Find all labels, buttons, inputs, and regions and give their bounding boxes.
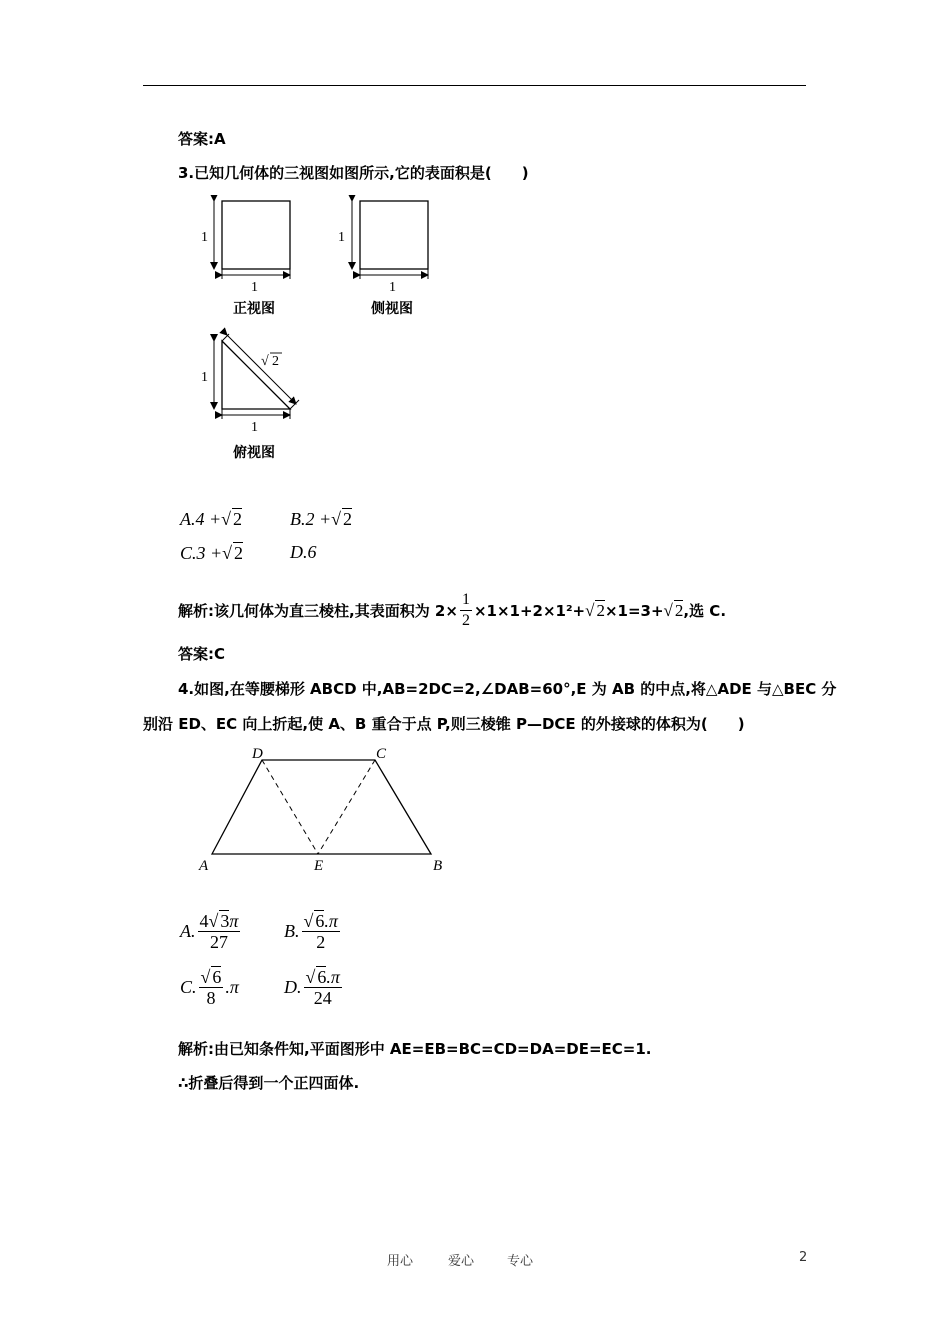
segment-de bbox=[262, 760, 318, 854]
q3-solution: 解析:该几何体为直三棱柱,其表面积为 2× $\frac{1}{2}$ ×1×1+2×1²+ √ 2 ×1=3+ √ 2 ,选 C. bbox=[178, 591, 727, 629]
side-view-caption: 侧视图 bbox=[371, 301, 413, 317]
top-view-width-label: 1 bbox=[251, 420, 258, 435]
q4-option-d: D. $\frac{√ 6.\pi}{24}$ bbox=[284, 967, 340, 1008]
q4-option-a: A. $\frac{4√ 3\pi}{27}$ bbox=[180, 911, 239, 952]
front-view-caption: 正视图 bbox=[233, 301, 275, 317]
q3-option-b: B.2 +√ 2 bbox=[290, 509, 353, 529]
q3-solution-fraction: $\frac{1}{2}$ bbox=[461, 591, 470, 629]
front-view-square bbox=[222, 201, 290, 269]
vertex-d-label: D bbox=[252, 746, 263, 762]
trapezoid-outline bbox=[212, 760, 431, 854]
vertex-b-label: B bbox=[433, 858, 443, 874]
three-views-figure bbox=[195, 195, 455, 465]
vertex-e-label: E bbox=[314, 858, 324, 874]
front-view-width-label: 1 bbox=[251, 280, 258, 295]
header-rule bbox=[143, 85, 806, 86]
side-view-height-label: 1 bbox=[338, 230, 345, 245]
q3-option-d: D.6 bbox=[290, 542, 317, 562]
page-number: 2 bbox=[799, 1250, 808, 1265]
q4-option-c: C. $\frac{√ 6}{8}$ .π bbox=[180, 967, 239, 1008]
footer-motto-3: 专心 bbox=[507, 1254, 534, 1269]
top-view-diagonal-radical-sign: √ bbox=[261, 354, 269, 369]
question-4-text-line1: 4.如图,在等腰梯形 ABCD 中,AB=2DC=2,∠DAB=60°,E 为 AB 的中点,将△ADE 与△BEC 分 bbox=[178, 680, 837, 698]
top-view-caption: 俯视图 bbox=[233, 445, 275, 461]
previous-answer: 答案:A bbox=[178, 130, 226, 148]
footer-motto-2: 爱心 bbox=[448, 1254, 475, 1269]
q4-solution-line2: ∴折叠后得到一个正四面体. bbox=[178, 1074, 360, 1092]
side-view-width-label: 1 bbox=[389, 280, 396, 295]
q3-option-a: A.4 +√ 2 bbox=[180, 509, 243, 529]
question-4-text-line2: 别沿 ED、EC 向上折起,使 A、B 重合于点 P,则三棱锥 P—DCE 的外接球的体积为( ) bbox=[143, 715, 745, 733]
top-view-diagonal-label: 2 bbox=[272, 354, 279, 369]
vertex-c-label: C bbox=[376, 746, 387, 762]
top-view-height-label: 1 bbox=[201, 370, 208, 385]
footer-motto-1: 用心 bbox=[387, 1254, 414, 1269]
q3-option-c: C.3 +√ 2 bbox=[180, 543, 244, 563]
trapezoid-figure bbox=[190, 740, 460, 880]
vertex-a-label: A bbox=[199, 858, 209, 874]
question-3-text: 3.已知几何体的三视图如图所示,它的表面积是( ) bbox=[178, 164, 529, 182]
top-view-triangle bbox=[222, 341, 290, 409]
front-view-height-label: 1 bbox=[201, 230, 208, 245]
q4-option-b: B. $\frac{√ 6.\pi}{2}$ bbox=[284, 911, 338, 952]
side-view-square bbox=[360, 201, 428, 269]
q4-solution-line1: 解析:由已知条件知,平面图形中 AE=EB=BC=CD=DA=DE=EC=1. bbox=[178, 1040, 652, 1058]
q3-answer: 答案:C bbox=[178, 645, 226, 663]
segment-ce bbox=[318, 760, 375, 854]
